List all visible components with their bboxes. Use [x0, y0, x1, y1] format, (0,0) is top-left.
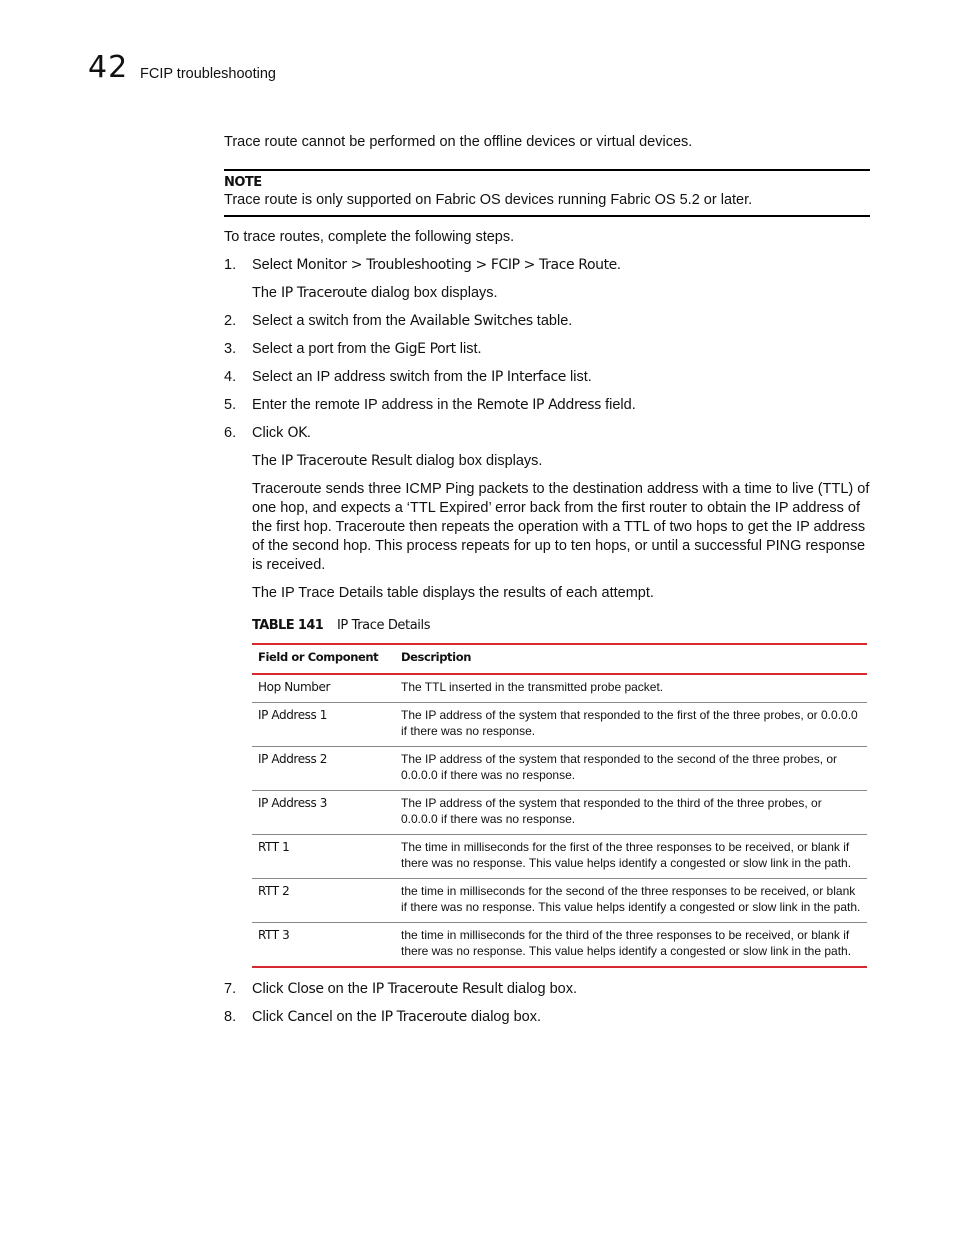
description-cell: The TTL inserted in the transmitted probe packet.	[395, 674, 867, 702]
table-row	[252, 834, 867, 878]
table-intro: The IP Trace Details table displays the results of each attempt.	[252, 585, 654, 601]
result-text: The	[252, 285, 282, 301]
traceroute-paragraph: Traceroute sends three ICMP Ping packets to the destination address with a time to live (TTL) of one hop, and expects a ‘TTL Expired’ error back from the first router to obtain the IP address of the first hop. Traceroute then repeats the operation with a TTL of two hops to get the IP address of the second hop. This process repeats for up to ten hops, or until a successful PING response is received.	[252, 481, 870, 573]
step-number: 6.	[224, 425, 237, 441]
table-header-row	[252, 644, 867, 674]
table-caption-label: TABLE 141	[252, 617, 324, 633]
step-text-end: list.	[455, 341, 482, 357]
step-number: 7.	[224, 980, 237, 997]
step-number: 4.	[224, 369, 237, 385]
description-cell: The IP address of the system that responded to the third of the three probes, or 0.0.0.0 if there was no response.	[395, 790, 867, 834]
steps-list	[224, 256, 870, 1027]
result-text-end: dialog box displays.	[366, 285, 498, 301]
description-cell: the time in milliseconds for the third of the three responses to be received, or blank if there was no response. This value helps identify a congested or slow link in the path.	[395, 922, 867, 967]
table-row	[252, 674, 867, 702]
field-cell: RTT 2	[252, 878, 395, 922]
field-cell: IP Address 3	[252, 790, 395, 834]
step-text-mid: on the	[332, 1008, 381, 1025]
field-cell: IP Address 1	[252, 702, 395, 746]
dialog-name: IP Traceroute Result	[281, 453, 412, 469]
ui-term: Remote IP Address	[476, 397, 602, 413]
ui-term: IP Interface	[491, 369, 567, 385]
column-header: Field or Component	[252, 644, 395, 674]
step-text-end: .	[616, 257, 621, 273]
description-cell: The IP address of the system that responded to the first of the three probes, or 0.0.0.0 if there was no response.	[395, 702, 867, 746]
step-1-result	[252, 284, 870, 303]
note-label: NOTE	[224, 175, 262, 190]
step-number: 1.	[224, 257, 237, 273]
step-text-end: field.	[601, 397, 636, 413]
page-content	[224, 133, 870, 1027]
steps-intro: To trace routes, complete the following steps.	[224, 229, 515, 245]
table-row	[252, 922, 867, 967]
step-text: Click	[252, 425, 288, 441]
result-text-end: dialog box displays.	[411, 453, 543, 469]
step-text: Select	[252, 257, 297, 273]
step-6-result	[252, 452, 870, 471]
table-row	[252, 746, 867, 790]
step-text-end: table.	[532, 313, 573, 329]
chapter-number: 42	[88, 50, 129, 85]
ip-trace-details-table	[252, 643, 867, 968]
description-cell: the time in milliseconds for the second of the three responses to be received, or blank if there was no response. This value helps identify a congested or slow link in the path.	[395, 878, 867, 922]
step-number: 8.	[224, 1008, 237, 1025]
step-8	[224, 1008, 870, 1027]
step-1	[224, 256, 870, 275]
dialog-name: IP Traceroute	[281, 285, 367, 301]
button-name: Cancel	[287, 1008, 333, 1025]
field-cell: RTT 3	[252, 922, 395, 967]
ui-term: Available Switches	[409, 313, 533, 329]
step-text: Select a port from the	[252, 341, 395, 357]
field-cell: Hop Number	[252, 674, 395, 702]
step-text-mid: on the	[323, 980, 372, 997]
step-text: Enter the remote IP address in the	[252, 397, 477, 413]
field-cell: RTT 1	[252, 834, 395, 878]
step-text-end: .	[306, 425, 311, 441]
step-text-end: dialog box.	[502, 980, 577, 997]
table-row	[252, 790, 867, 834]
intro-text: Trace route cannot be performed on the offline devices or virtual devices.	[224, 134, 693, 150]
step-6	[224, 424, 870, 443]
description-cell: The time in milliseconds for the first of the three responses to be received, or blank if there was no response. This value helps identify a congested or slow link in the path.	[395, 834, 867, 878]
column-header: Description	[395, 644, 867, 674]
ui-term: GigE Port	[394, 341, 456, 357]
dialog-name: IP Traceroute	[380, 1008, 467, 1025]
step-text: Select an IP address switch from the	[252, 369, 492, 385]
table-caption	[252, 615, 870, 635]
step-5	[224, 396, 870, 415]
step-text-end: dialog box.	[466, 1008, 541, 1025]
table-row	[252, 878, 867, 922]
description-cell: The IP address of the system that responded to the second of the three probes, or 0.0.0.0 if there was no response.	[395, 746, 867, 790]
table-caption-title: IP Trace Details	[337, 617, 431, 633]
step-number: 5.	[224, 397, 237, 413]
table-row	[252, 702, 867, 746]
step-text: Select a switch from the	[252, 313, 410, 329]
ui-term: OK	[287, 425, 307, 441]
note-text: Trace route is only supported on Fabric OS devices running Fabric OS 5.2 or later.	[224, 192, 753, 208]
dialog-name: IP Traceroute Result	[371, 980, 503, 997]
step-3	[224, 340, 870, 359]
step-number: 3.	[224, 341, 237, 357]
result-text: The	[252, 453, 282, 469]
step-4	[224, 368, 870, 387]
step-text: Click	[252, 980, 288, 997]
note-box	[224, 169, 870, 217]
button-name: Close	[287, 980, 324, 997]
step-2	[224, 312, 870, 331]
step-number: 2.	[224, 313, 237, 329]
field-cell: IP Address 2	[252, 746, 395, 790]
menu-path: Monitor > Troubleshooting > FCIP > Trace Route	[296, 257, 617, 273]
step-7	[224, 980, 870, 999]
step-text-end: list.	[566, 369, 592, 385]
step-text: Click	[252, 1008, 288, 1025]
chapter-title: FCIP troubleshooting	[140, 66, 276, 82]
